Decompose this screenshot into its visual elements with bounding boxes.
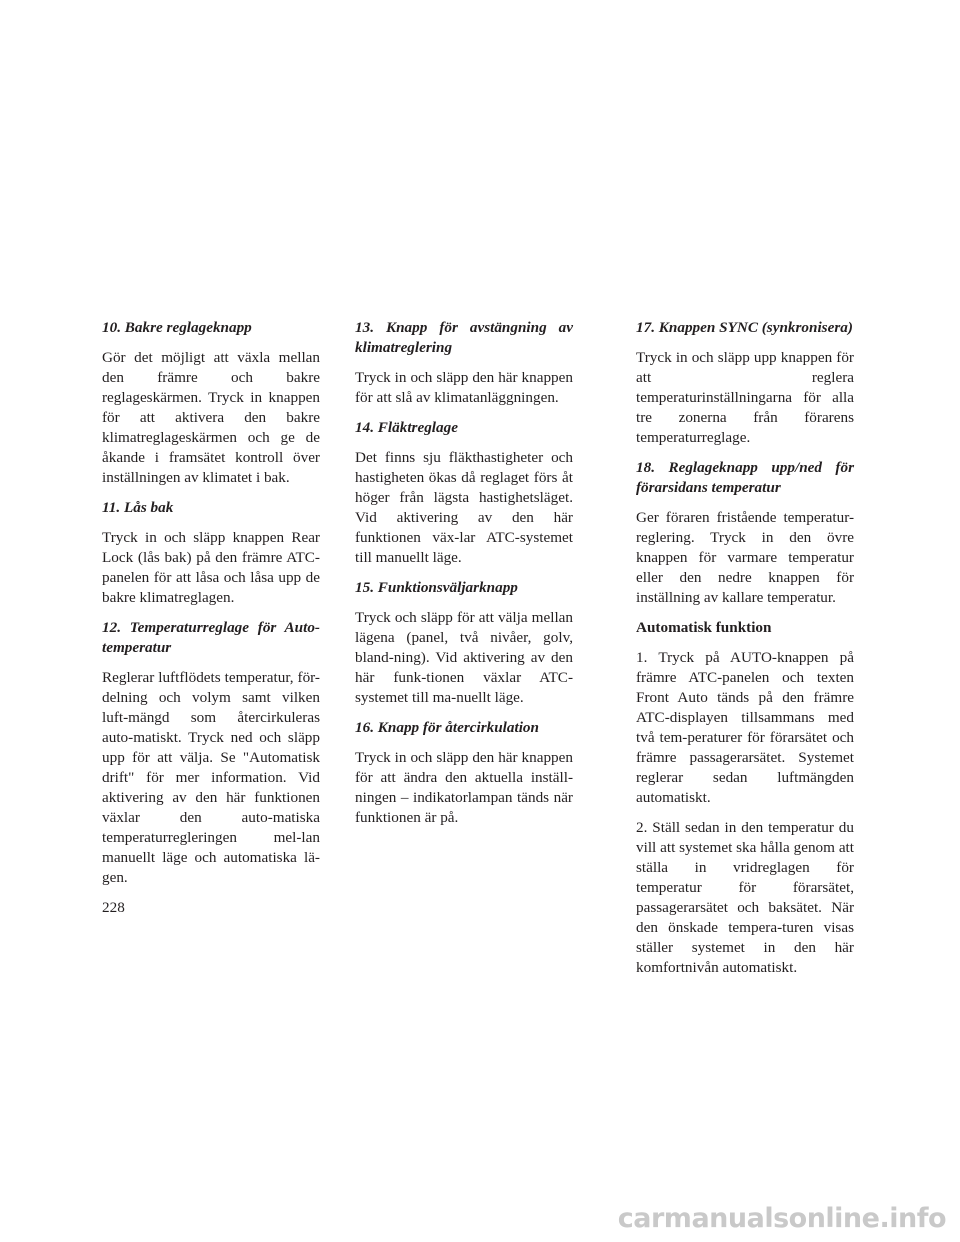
section-heading-11: 11. Lås bak xyxy=(102,499,174,516)
section-heading-17: 17. Knappen SYNC (synkronisera) xyxy=(636,319,853,336)
section-heading-15: 15. Funktionsväljarknapp xyxy=(355,579,518,596)
section-heading-18: 18. Reglageknapp upp/ned för förarsidans temperatur xyxy=(636,459,854,496)
section-heading-16: 16. Knapp för återcirkulation xyxy=(355,719,539,736)
section-heading-14: 14. Fläktreglage xyxy=(355,419,458,436)
step-2-text: 2. Ställ sedan in den temperatur du vill att systemet ska hålla genom att ställa in vridreglagen för temperatur för förarsätet, passagerarsätet och baksätet. När den önskade tempera-turen visas ställer systemet in den här komfortnivån automatiskt. xyxy=(636,819,854,976)
section-heading-12: 12. Temperaturreglage för Auto-temperatur xyxy=(102,619,320,656)
section-text-13: Tryck in och släpp den här knappen för att slå av klimatanläggningen. xyxy=(355,369,573,406)
page-number: 228 xyxy=(102,899,125,916)
section-heading-10: 10. Bakre reglageknapp xyxy=(102,319,252,336)
section-text-18: Ger föraren fristående temperatur-reglering. Tryck in den övre knappen för varmare temperatur eller den nedre knappen för inställning av kallare temperatur. xyxy=(636,509,854,606)
section-text-12: Reglerar luftflödets temperatur, för-delning och volym samt vilken luft-mängd som återcirkuleras auto-matiskt. Tryck ned och släpp upp för att välja. Se "Automatisk drift" för mer information. Vid aktivering av den här funktionen växlar den auto-matiska temperaturregleringen mel-lan manuellt läge och automatiska lä-gen. xyxy=(102,669,320,886)
section-text-17: Tryck in och släpp upp knappen för att reglera temperaturinställningarna för alla tre zonerna från förarens temperaturreglage. xyxy=(636,349,854,446)
section-heading-13: 13. Knapp för avstängning av klimatreglering xyxy=(355,319,573,356)
subheading-automatic-function: Automatisk funktion xyxy=(636,619,772,636)
section-text-16: Tryck in och släpp den här knappen för att ändra den aktuella inställ-ningen – indikatorlampan tänds när funktionen är på. xyxy=(355,749,573,826)
step-1-text: 1. Tryck på AUTO-knappen på främre ATC-panelen och texten Front Auto tänds på den främre ATC-displayen tillsammans med två tem-peraturer för förarsätet och främre passagerarsätet. Systemet reglerar sedan luftmängden automatiskt. xyxy=(636,649,854,806)
column-right xyxy=(636,318,854,988)
column-middle xyxy=(355,318,573,838)
site-watermark: carmanualsonline.info xyxy=(617,1203,946,1234)
section-text-14: Det finns sju fläkthastigheter och hastigheten ökas då reglaget förs åt höger från lägsta hastighetsläget. Vid aktivering av den här funktionen väx-lar ATC-systemet till manuellt läge. xyxy=(355,449,573,566)
column-left xyxy=(102,318,320,898)
section-text-10: Gör det möjligt att växla mellan den främre och bakre reglageskärmen. Tryck in knappen för att aktivera den bakre klimatreglageskärmen och ge de åkande i framsätet kontroll över inställningen av klimatet i bak. xyxy=(102,349,320,486)
section-text-11: Tryck in och släpp knappen Rear Lock (lås bak) på den främre ATC-panelen för att låsa och låsa upp de bakre klimatreglagen. xyxy=(102,529,320,606)
section-text-15: Tryck och släpp för att välja mellan lägena (panel, två nivåer, golv, bland-ning). Vid aktivering av den här funk-tionen växlar ATC-systemet till ma-nuellt läge. xyxy=(355,609,573,706)
